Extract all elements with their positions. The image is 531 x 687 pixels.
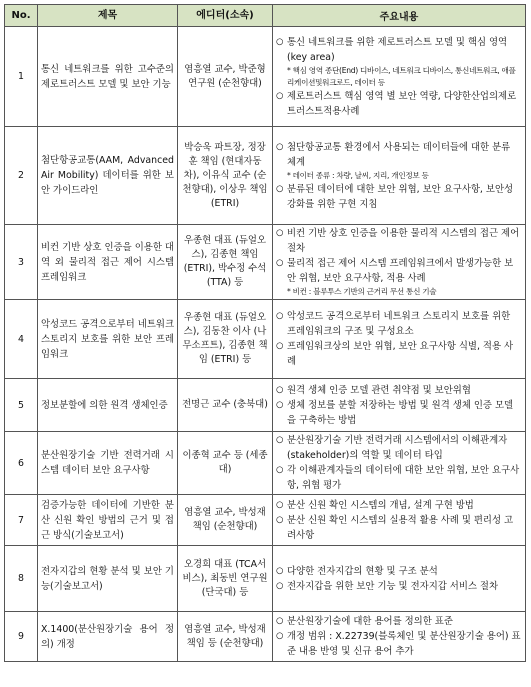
header-title: 제목 [38,5,178,27]
table-row [5,379,526,432]
content-point-text: 물리적 접근 제어 시스템 프레임워크에서 발생가능한 보안 위협, 보안 요구사항, 적용 사례 [287,258,514,284]
row-content-cell [273,127,526,225]
content-point-text: 각 이해관계자들의 데이터에 대한 보안 위협, 보안 요구사항, 위협 평가 [287,465,520,491]
content-point-text: 통신 네트워크를 위한 제로트러스트 모델 및 핵심 영역(key area) [287,36,508,63]
row-number: 7 [5,495,38,546]
table-body [5,27,526,662]
content-point-text: 제로트러스트 핵심 영역 별 보안 역량, 다양한산업의제로트러스트적용사례 [287,90,517,117]
row-title: 검증가능한 데이터에 기반한 분산 신원 확인 방법의 근거 및 접근 방식(기술보고서) [41,499,174,541]
row-number: 3 [5,225,38,300]
row-content-cell [273,432,526,495]
content-point-text: 전자지갑을 위한 보안 기능 및 전자지갑 서비스 절차 [287,580,499,592]
content-subnote: * 비컨 : 블루투스 기반의 근거리 무선 통신 기술 [287,287,437,296]
table-row [5,225,526,300]
table-header-row [5,5,526,27]
row-title-cell [38,612,178,662]
table-row [5,300,526,379]
content-point [276,35,522,65]
row-content-cell [273,225,526,300]
row-title: 첨단항공교통(AAM, Advanced Air Mobility) 데이터를 위한 보안 가이드라인 [41,155,174,196]
content-point [276,629,522,659]
content-point-text: 비컨 기반 상호 인증을 이용한 물리적 시스템의 접근 제어 절차 [287,228,520,254]
content-point-text: 분산 신원 확인 시스템의 개념, 설계 구현 방법 [287,499,474,511]
row-title: 분산원장기술 기반 전력거래 시스템 데이터 보안 요구사항 [41,450,174,476]
row-content-cell [273,546,526,612]
row-number: 5 [5,379,38,432]
content-subnote: * 핵심 영역 종단(End) 디바이스, 네트워크 디바이스, 통신네트워크, 애플리케이션및워크로드, 데이터 등 [287,65,516,87]
content-points [276,226,522,298]
content-point-text: 분산 신원 확인 시스템의 실용적 활용 사례 및 편리성 고려사항 [287,514,514,541]
row-editor: 전명근 교수 (충북대) [178,379,273,432]
row-number: 9 [5,612,38,662]
content-point [276,498,522,513]
table-row [5,127,526,225]
content-subnote: * 데이터 종류 : 차량, 날씨, 지리, 개인정보 등 [287,170,429,180]
content-points [276,35,522,119]
row-content-cell [273,27,526,127]
content-point [276,383,522,398]
row-editor: 우종현 대표 (듀얼오스), 김종현 책임 (ETRI), 박수정 수석(TTA) 등 [178,225,273,300]
content-point-text: 첨단항공교통 환경에서 사용되는 데이터들에 대한 분류 체계 [287,141,511,168]
row-editor: 이종혁 교수 등 (세종대) [178,432,273,495]
table-row [5,546,526,612]
content-point-text: 분산원장기술에 대한 용어를 정의한 표준 [287,616,453,627]
row-editor: 우종현 대표 (듀얼오스), 김동찬 이사 (나무소프트), 김종현 책임 (ETRI) 등 [178,300,273,379]
content-point-text: 원격 생체 인증 모델 관련 취약점 및 보안위협 [287,384,471,396]
row-title: 악성코드 공격으로부터 네트워크 스토리지 보호를 위한 보안 프레임워크 [41,318,174,360]
row-title-cell [38,27,178,127]
content-point [276,309,522,339]
content-point [276,614,522,629]
row-number: 8 [5,546,38,612]
content-points [276,614,522,659]
content-point [276,256,522,286]
content-points [276,564,522,594]
content-point-text: 분류된 데이터에 대한 보안 위협, 보안 요구사항, 보안성 강화를 위한 구현 지침 [287,183,514,210]
row-editor: 오경희 대표 (TCA서비스), 최동빈 연구원 (단국대) 등 [178,546,273,612]
content-point [276,89,522,119]
table-row [5,432,526,495]
header-content: 주요내용 [273,5,526,27]
row-editor: 염흥열 교수, 박준형 연구원 (순천향대) [178,27,273,127]
row-title-cell [38,225,178,300]
row-number: 6 [5,432,38,495]
row-title: 통신 네트워크를 위한 고수준의 제로트러스트 모델 및 보안 기능 [41,63,174,90]
row-editor: 박승욱 파트장, 정장훈 책임 (현대자동차), 이유식 교수 (순천향대), 이상우 책임(ETRI) [178,127,273,225]
content-point [276,398,522,428]
row-content-cell [273,495,526,546]
content-point-text: 분산원장기술 기반 전력거래 시스템에서의 이해관계자(stakeholder)의 역할 및 데이터 타입 [287,435,508,461]
content-point [276,140,522,170]
content-point [276,226,522,256]
content-point [276,182,522,212]
row-title-cell [38,127,178,225]
row-number: 4 [5,300,38,379]
row-title-cell [38,379,178,432]
content-point [276,564,522,579]
row-title-cell [38,432,178,495]
content-points [276,498,522,543]
row-content-cell [273,300,526,379]
row-number: 1 [5,27,38,127]
row-title: 비컨 기반 상호 인증을 이용한 대역 외 물리적 접근 제어 시스템 프레임워크 [41,241,174,283]
row-title-cell [38,495,178,546]
content-points [276,140,522,212]
table-row [5,27,526,127]
header-no: No. [5,5,38,27]
row-title-cell [38,546,178,612]
row-number: 2 [5,127,38,225]
content-points [276,383,522,428]
row-title-cell [38,300,178,379]
content-point-text: 악성코드 공격으로부터 네트워크 스토리지 보호를 위한 프레임워크의 구조 및 구성요소 [287,311,511,337]
content-points [276,433,522,493]
content-point [276,463,522,493]
row-title: 정보분할에 의한 원격 생체인증 [41,399,168,411]
content-point-text: 프레임워크상의 보안 위협, 보안 요구사항 식별, 적용 사례 [287,341,514,367]
table-row [5,495,526,546]
content-point-text: 다양한 전자지갑의 현황 및 구조 분석 [287,565,438,577]
row-editor: 염흥열 교수, 박성재 책임 (순천향대) [178,495,273,546]
content-point [276,339,522,369]
row-title: 전자지갑의 현황 분석 및 보안 기능(기술보고서) [41,565,174,592]
row-title: X.1400(분산원장기술 용어 정의) 개정 [41,623,174,650]
table-row [5,612,526,662]
content-points [276,309,522,369]
content-point-text: 개정 범위 : X.22739(블록체인 및 분산원장기술 용어) 표준 내용 반영 및 신규 용어 추가 [287,631,521,657]
row-content-cell [273,612,526,662]
header-editor: 에디터(소속) [178,5,273,27]
content-point [276,513,522,543]
row-editor: 염흥열 교수, 박성재 책임 등 (순천향대) [178,612,273,662]
content-point [276,433,522,463]
standards-table [4,4,526,662]
row-content-cell [273,379,526,432]
content-point [276,579,522,594]
content-point-text: 생체 정보를 분할 저장하는 방법 및 원격 생체 인증 모델을 구축하는 방법 [287,399,514,426]
